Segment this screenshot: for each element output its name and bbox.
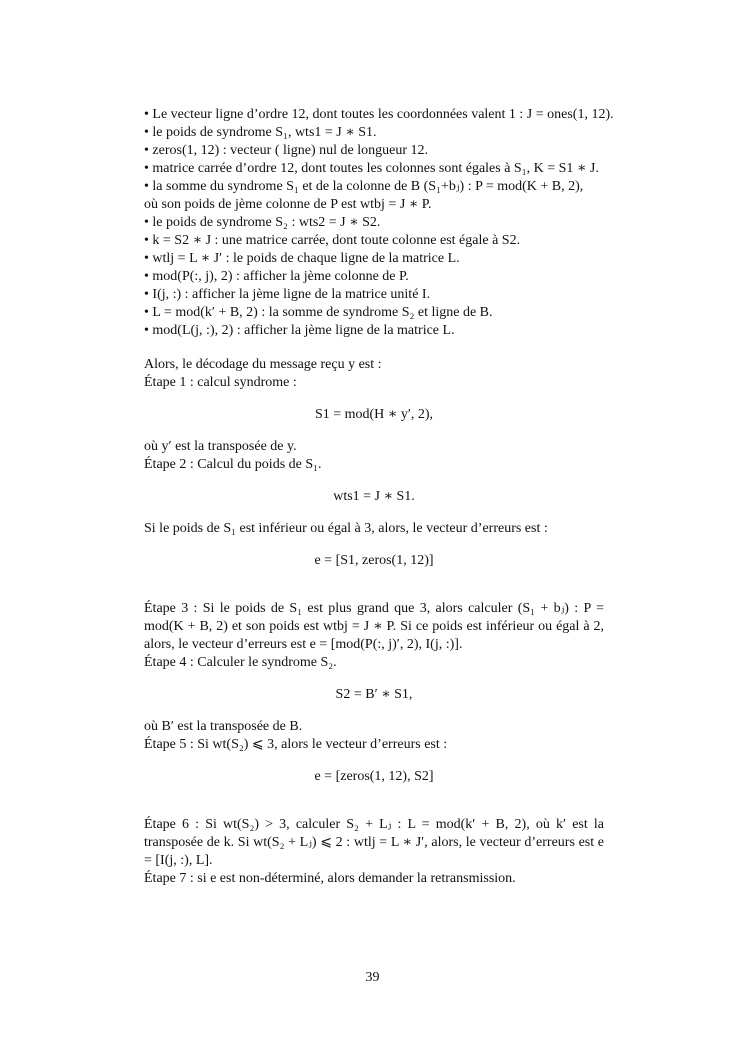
list-item-continuation: où son poids de jème colonne de P est wtbj = J ∗ P. — [144, 197, 432, 212]
equation-weight: wts1 = J ∗ S1. — [333, 489, 415, 504]
step-3: Étape 3 : Si le poids de S₁ est plus grand que 3, alors calculer (S₁ + bⱼ) : P = mod(K + B, 2) et son poids est wtbj = J ∗ P. Si ce poids est inférieur ou égal à 2, alors, le vecteur d’erreurs est e = [mod(P(:, j)′, 2), I(j, :)]. — [144, 601, 604, 652]
equation-syndrome: S1 = mod(H ∗ y′, 2), — [314, 407, 434, 422]
list-item: • mod(P(:, j), 2) : afficher la jème colonne de P. — [144, 269, 409, 284]
list-item: • le poids de syndrome S₂ : wts2 = J ∗ S2. — [144, 215, 381, 230]
list-item: • la somme du syndrome S₁ et de la colonne de B (S₁+bⱼ) : P = mod(K + B, 2), — [144, 179, 584, 194]
step-6: Étape 6 : Si wt(S₂) > 3, calculer S₂ + Lⱼ : L = mod(k′ + B, 2), où k′ est la transposée de k. Si wt(S₂ + Lⱼ) ⩽ 2 : wtlj = L ∗ J′, alors, le vecteur d’erreurs est e = [I(j, :), L]. — [144, 817, 604, 868]
list-item: • le poids de syndrome S₁, wts1 = J ∗ S1. — [144, 125, 377, 140]
list-item: • matrice carrée d’ordre 12, dont toutes les colonnes sont égales à S₁, K = S1 ∗ J. — [144, 161, 599, 176]
step-4: Étape 4 : Calculer le syndrome S₂. — [144, 655, 337, 670]
step-1: Étape 1 : calcul syndrome : — [144, 375, 297, 390]
condition-1: Si le poids de S₁ est inférieur ou égal à 3, alors, le vecteur d’erreurs est : — [144, 521, 548, 536]
list-item: • k = S2 ∗ J : une matrice carrée, dont toute colonne est égale à S2. — [144, 233, 521, 248]
equation-error-2: e = [zeros(1, 12), S2] — [314, 769, 434, 784]
list-item: • I(j, :) : afficher la jème ligne de la matrice unité I. — [144, 287, 431, 302]
list-item: • Le vecteur ligne d’ordre 12, dont toutes les coordonnées valent 1 : J = ones(1, 12). — [144, 107, 614, 122]
step-5: Étape 5 : Si wt(S₂) ⩽ 3, alors le vecteur d’erreurs est : — [144, 737, 448, 752]
equation-syndrome-2: S2 = B′ ∗ S1, — [335, 687, 413, 702]
list-item: • mod(L(j, :), 2) : afficher la jème ligne de la matrice L. — [144, 323, 455, 338]
decoding-intro: Alors, le décodage du message reçu y est : — [144, 357, 382, 372]
transpose-note-y: où y′ est la transposée de y. — [144, 439, 297, 454]
equation-error-1: e = [S1, zeros(1, 12)] — [314, 553, 434, 568]
transpose-note-b: où B′ est la transposée de B. — [144, 719, 303, 734]
step-7: Étape 7 : si e est non-déterminé, alors demander la retransmission. — [144, 871, 516, 886]
definitions-list — [144, 106, 614, 340]
page-content — [144, 106, 614, 888]
list-item: • zeros(1, 12) : vecteur ( ligne) nul de longueur 12. — [144, 143, 429, 158]
list-item: • wtlj = L ∗ J′ : le poids de chaque ligne de la matrice L. — [144, 251, 460, 266]
step-2: Étape 2 : Calcul du poids de S₁. — [144, 457, 322, 472]
page-number: 39 — [365, 970, 380, 985]
list-item: • L = mod(k′ + B, 2) : la somme de syndrome S₂ et ligne de B. — [144, 305, 493, 320]
